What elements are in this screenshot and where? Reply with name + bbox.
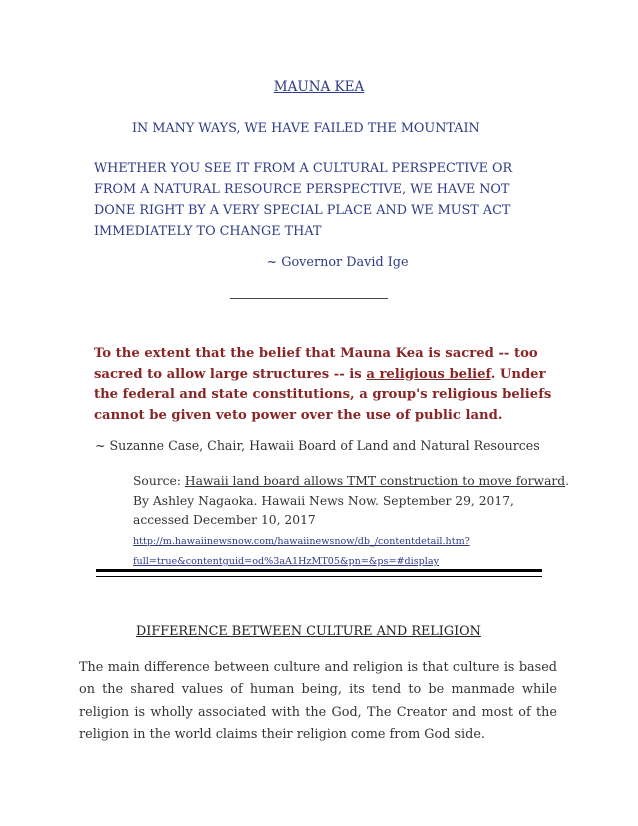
section-divider-thin — [96, 576, 542, 577]
governor-attribution: ~ Governor David Ige — [266, 255, 409, 270]
source-url-link[interactable]: http://m.hawaiinewsnow.com/hawaiinewsnow/db_/contentdetail.htm?full=true&contentguid=od%3aA1HzMT05&pn=&ps=#display — [133, 535, 470, 567]
body-paragraph: The main difference between culture and religion is that culture is based on the shared values of human being, its tend to be manmade while religion is wholly associated with the God, The Creator and most of the religion in the world claims their religion come from God side. — [79, 660, 557, 743]
source-citation — [133, 472, 573, 572]
page-title: MAUNA KEA — [273, 79, 365, 95]
case-attribution: ~ Suzanne Case, Chair, Hawaii Board of Land and Natural Resources — [95, 438, 540, 453]
case-quote-part1: To the extent that the belief that Mauna Kea is sacred -- too sacred to allow large structures -- is — [94, 346, 538, 382]
subtitle: IN MANY WAYS, WE HAVE FAILED THE MOUNTAIN — [132, 121, 480, 136]
governor-quote: WHETHER YOU SEE IT FROM A CULTURAL PERSPECTIVE OR FROM A NATURAL RESOURCE PERSPECTIVE, WE HAVE NOT DONE RIGHT BY A VERY SPECIAL PLACE AND WE MUST ACT IMMEDIATELY TO CHANGE THAT — [94, 161, 513, 239]
source-article-link[interactable]: Hawaii land board allows TMT construction to move forward — [184, 474, 566, 488]
section-heading: DIFFERENCE BETWEEN CULTURE AND RELIGION — [136, 624, 481, 639]
short-divider — [230, 298, 388, 299]
case-quote-underlined: a religious belief — [366, 366, 491, 382]
source-details: By Ashley Nagaoka. Hawaii News Now. September 29, 2017, accessed December 10, 2017 — [133, 493, 514, 527]
section-divider-thick — [96, 569, 542, 572]
source-prefix: Source: — [133, 474, 185, 488]
case-quote-part2: . Under the federal and state constitutions, a group's religious beliefs cannot be given veto power over the use of public land. — [94, 366, 552, 423]
source-period: . — [565, 474, 570, 488]
case-quote — [94, 344, 554, 426]
